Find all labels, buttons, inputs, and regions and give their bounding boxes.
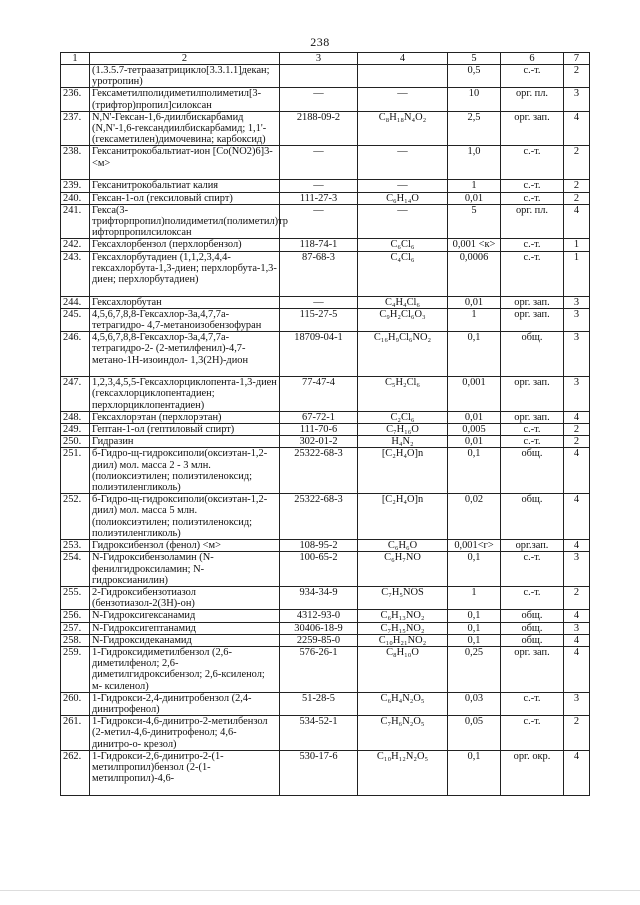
- chemical-formula: —: [358, 88, 448, 111]
- standard-value: 0,1: [448, 448, 501, 494]
- limiting-indicator: орг. зап.: [501, 296, 564, 308]
- substance-name: N-Гидроксигептанамид: [90, 622, 280, 634]
- table-row: [61, 436, 590, 448]
- limiting-indicator: с.-т.: [501, 180, 564, 192]
- table-row: [61, 88, 590, 111]
- table-row: [61, 646, 590, 692]
- table-row: [61, 622, 590, 634]
- table-row: [61, 111, 590, 146]
- header-cell: 2: [90, 53, 280, 65]
- standard-value: 0,01: [448, 192, 501, 204]
- limiting-indicator: орг. зап.: [501, 111, 564, 146]
- chemical-formula: C₉H₂Cl₆O₃: [358, 308, 448, 331]
- cas-number: 934-34-9: [280, 586, 358, 609]
- cas-number: 2188-09-2: [280, 111, 358, 146]
- header-cell: 3: [280, 53, 358, 65]
- standard-value: 0,001: [448, 377, 501, 412]
- limiting-indicator: с.-т.: [501, 552, 564, 587]
- cas-number: —: [280, 146, 358, 180]
- row-number: [61, 65, 90, 88]
- row-number: 238.: [61, 146, 90, 180]
- cas-number: —: [280, 296, 358, 308]
- limiting-indicator: орг.зап.: [501, 540, 564, 552]
- hazard-class: 4: [564, 646, 590, 692]
- cas-number: 118-74-1: [280, 239, 358, 251]
- chemical-formula: C₇H₆N₂O₅: [358, 716, 448, 751]
- standard-value: 0,03: [448, 692, 501, 715]
- substance-name: 4,5,6,7,8,8-Гексахлор-3а,4,7,7а-тетрагидро- 4,7-метаноизобензофуран: [90, 308, 280, 331]
- standard-value: 0,5: [448, 65, 501, 88]
- limiting-indicator: с.-т.: [501, 436, 564, 448]
- standard-value: 0,1: [448, 622, 501, 634]
- row-number: 244.: [61, 296, 90, 308]
- hazard-class: 2: [564, 192, 590, 204]
- row-number: 261.: [61, 716, 90, 751]
- hazard-class: 4: [564, 494, 590, 540]
- substance-name: N-Гидроксибензоламин (N-фенилгидроксиламин; N-гидроксианилин): [90, 552, 280, 587]
- substance-name: 1-Гидрокси-2,6-динитро-2-(1-метилпропил)бензол (2-(1-метилпропил)-4,6-: [90, 750, 280, 795]
- standard-value: 0,1: [448, 610, 501, 622]
- limiting-indicator: орг. пл.: [501, 88, 564, 111]
- substance-name: Гексахлорбензол (перхлорбензол): [90, 239, 280, 251]
- hazard-class: 3: [564, 308, 590, 331]
- chemical-formula: C₆H₆O: [358, 540, 448, 552]
- row-number: 239.: [61, 180, 90, 192]
- table-row: [61, 692, 590, 715]
- cas-number: 25322-68-3: [280, 494, 358, 540]
- cas-number: [280, 65, 358, 88]
- hazard-class: 4: [564, 540, 590, 552]
- table-row: [61, 494, 590, 540]
- row-number: 254.: [61, 552, 90, 587]
- substance-name: Гексахлорбутан: [90, 296, 280, 308]
- substance-name: Гексахлорбутадиен (1,1,2,3,4,4-гексахлорбута-1,3-диен; перхлорбута-1,3-диен; перхлорбутадиен): [90, 251, 280, 296]
- table-row: [61, 204, 590, 239]
- standard-value: 0,1: [448, 552, 501, 587]
- limiting-indicator: общ.: [501, 494, 564, 540]
- table-row: [61, 308, 590, 331]
- limiting-indicator: орг. зап.: [501, 308, 564, 331]
- row-number: 258.: [61, 634, 90, 646]
- header-cell: 5: [448, 53, 501, 65]
- table-row: [61, 146, 590, 180]
- substance-name: б-Гидро-щ-гидроксиполи(оксиэтан-1,2-диил) мол. масса 2 - 3 млн. (полиоксиэтилен; полиэтиленоксид; полиэтиленгликоль): [90, 448, 280, 494]
- cas-number: 87-68-3: [280, 251, 358, 296]
- chemical-formula: [C₂H₄O]n: [358, 494, 448, 540]
- hazard-class: 3: [564, 377, 590, 412]
- header-cell: 1: [61, 53, 90, 65]
- chemical-formula: [358, 65, 448, 88]
- hazard-class: 2: [564, 586, 590, 609]
- chemical-formula: C₇H₁₆O: [358, 424, 448, 436]
- row-number: 259.: [61, 646, 90, 692]
- limiting-indicator: с.-т.: [501, 692, 564, 715]
- cas-number: 108-95-2: [280, 540, 358, 552]
- row-number: 249.: [61, 424, 90, 436]
- hazard-class: 4: [564, 448, 590, 494]
- hazard-class: 4: [564, 204, 590, 239]
- row-number: 241.: [61, 204, 90, 239]
- cas-number: —: [280, 88, 358, 111]
- table-row: [61, 540, 590, 552]
- substance-name: 1,2,3,4,5,5-Гексахлорциклопента-1,3-диен (гексахлорциклопентадиен; перхлорциклопентадиен): [90, 377, 280, 412]
- table-row: [61, 192, 590, 204]
- page-number: 238: [310, 35, 330, 49]
- hazard-class: 3: [564, 88, 590, 111]
- substance-name: 2-Гидроксибензотиазол (бензотиазол-2(3Н)-он): [90, 586, 280, 609]
- cas-number: —: [280, 180, 358, 192]
- chemical-formula: H₄N₂: [358, 436, 448, 448]
- header-cell: 4: [358, 53, 448, 65]
- standard-value: 1,0: [448, 146, 501, 180]
- cas-number: 534-52-1: [280, 716, 358, 751]
- cas-number: 18709-04-1: [280, 332, 358, 377]
- substance-name: N-Гидроксигексанамид: [90, 610, 280, 622]
- hazard-class: 2: [564, 146, 590, 180]
- hazard-class: 4: [564, 750, 590, 795]
- table-row: [61, 586, 590, 609]
- table-row: [61, 239, 590, 251]
- standard-value: 5: [448, 204, 501, 239]
- hazard-class: 3: [564, 692, 590, 715]
- cas-number: 530-17-6: [280, 750, 358, 795]
- table-row: [61, 251, 590, 296]
- row-number: 256.: [61, 610, 90, 622]
- cas-number: 111-27-3: [280, 192, 358, 204]
- substance-name: 4,5,6,7,8,8-Гексахлор-3а,4,7,7а-тетрагидро-2- (2-метилфенил)-4,7-метано-1Н-изоиндол- 1,3(2Н)-дион: [90, 332, 280, 377]
- chemical-formula: C₄H₄Cl₆: [358, 296, 448, 308]
- substance-name: 1-Гидрокси-4,6-динитро-2-метилбензол (2-метил-4,6-динитрофенол; 4,6-динитро-о- крезол): [90, 716, 280, 751]
- standard-value: 0,005: [448, 424, 501, 436]
- standard-value: 0,25: [448, 646, 501, 692]
- chemical-formula: C₅H₂Cl₆: [358, 377, 448, 412]
- limiting-indicator: орг. пл.: [501, 204, 564, 239]
- chemical-formula: C₆H₁₄O: [358, 192, 448, 204]
- substance-name: Гексаметилполидиметилполиметил[3-(трифтор)пропил]силоксан: [90, 88, 280, 111]
- table-row: [61, 377, 590, 412]
- limiting-indicator: орг. зап.: [501, 377, 564, 412]
- substance-name: N,N'-Гексан-1,6-диилбискарбамид (N,N'-1,6-гександиилбискарбамид; 1,1'-(гексаметилен)димочевина; карбоксид): [90, 111, 280, 146]
- chemical-formula: C₆H₇NO: [358, 552, 448, 587]
- chemical-formula: C₇H₁₅NO₂: [358, 622, 448, 634]
- row-number: 247.: [61, 377, 90, 412]
- standard-value: 0,01: [448, 436, 501, 448]
- substance-name: N-Гидроксидеканамид: [90, 634, 280, 646]
- limiting-indicator: общ.: [501, 332, 564, 377]
- page-bottom-edge: [0, 890, 640, 891]
- cas-number: 100-65-2: [280, 552, 358, 587]
- standard-value: 0,01: [448, 296, 501, 308]
- row-number: 236.: [61, 88, 90, 111]
- hazard-class: 4: [564, 610, 590, 622]
- cas-number: 25322-68-3: [280, 448, 358, 494]
- limiting-indicator: с.-т.: [501, 716, 564, 751]
- limiting-indicator: орг. окр.: [501, 750, 564, 795]
- substance-name: Гексанитрокобальтиат калия: [90, 180, 280, 192]
- header-cell: 6: [501, 53, 564, 65]
- hazard-class: 1: [564, 251, 590, 296]
- substance-name: Гексан-1-ол (гексиловый спирт): [90, 192, 280, 204]
- row-number: 243.: [61, 251, 90, 296]
- table-row: [61, 634, 590, 646]
- row-number: 262.: [61, 750, 90, 795]
- row-number: 246.: [61, 332, 90, 377]
- table-body: [61, 65, 590, 796]
- chemical-formula: C₈H₁₀O: [358, 646, 448, 692]
- limiting-indicator: с.-т.: [501, 65, 564, 88]
- hazard-class: 2: [564, 716, 590, 751]
- substance-name: Гептан-1-ол (гептиловый спирт): [90, 424, 280, 436]
- limiting-indicator: общ.: [501, 610, 564, 622]
- chemical-formula: —: [358, 180, 448, 192]
- cas-number: 4312-93-0: [280, 610, 358, 622]
- table-row: [61, 65, 590, 88]
- table-row: [61, 448, 590, 494]
- chemical-formula: C₆H₄N₂O₅: [358, 692, 448, 715]
- standard-value: 1: [448, 586, 501, 609]
- hazard-class: 3: [564, 622, 590, 634]
- standard-value: 2,5: [448, 111, 501, 146]
- chemical-formula: [C₂H₄O]n: [358, 448, 448, 494]
- hazard-class: 3: [564, 552, 590, 587]
- standard-value: 0,1: [448, 750, 501, 795]
- substance-name: б-Гидро-щ-гидроксиполи(оксиэтан-1,2-диил) мол. масса 5 млн. (полиоксиэтилен; полиэтиленоксид; полиэтиленгликоль): [90, 494, 280, 540]
- standard-value: 0,02: [448, 494, 501, 540]
- limiting-indicator: орг. зап.: [501, 411, 564, 423]
- hazard-class: 1: [564, 239, 590, 251]
- substance-name: 1-Гидроксидиметилбензол (2,6-диметилфенол; 2,6-диметилгидроксибензол; 2,6-ксиленол; м- ксиленол): [90, 646, 280, 692]
- row-number: 252.: [61, 494, 90, 540]
- table-row: [61, 296, 590, 308]
- chemical-formula: C₆H₁₃NO₂: [358, 610, 448, 622]
- chemical-formula: —: [358, 204, 448, 239]
- row-number: 251.: [61, 448, 90, 494]
- row-number: 253.: [61, 540, 90, 552]
- chemical-formula: C₁₀H₁₂N₂O₅: [358, 750, 448, 795]
- limiting-indicator: общ.: [501, 634, 564, 646]
- cas-number: 111-70-6: [280, 424, 358, 436]
- standard-value: 0,1: [448, 332, 501, 377]
- limiting-indicator: с.-т.: [501, 239, 564, 251]
- table-row: [61, 424, 590, 436]
- standard-value: 10: [448, 88, 501, 111]
- row-number: 248.: [61, 411, 90, 423]
- table-row: [61, 180, 590, 192]
- substance-name: (1.3.5.7-тетраазатрицикло[3.3.1.1]декан; уротропин): [90, 65, 280, 88]
- standard-value: 1: [448, 308, 501, 331]
- hazard-class: 3: [564, 296, 590, 308]
- table-row: [61, 610, 590, 622]
- chemical-formula: C₁₀H₂₁NO₂: [358, 634, 448, 646]
- substance-name: Гексанитрокобальтиат-ион [Co(NO2)6]3- <м>: [90, 146, 280, 180]
- limiting-indicator: с.-т.: [501, 146, 564, 180]
- standard-value: 0,01: [448, 411, 501, 423]
- chemical-formula: C₆Cl₆: [358, 239, 448, 251]
- chemical-formula: C₂Cl₆: [358, 411, 448, 423]
- row-number: 240.: [61, 192, 90, 204]
- standard-value: 0,001<г>: [448, 540, 501, 552]
- cas-number: 77-47-4: [280, 377, 358, 412]
- substance-name: Гидразин: [90, 436, 280, 448]
- cas-number: 51-28-5: [280, 692, 358, 715]
- chemical-formula: —: [358, 146, 448, 180]
- table-row: [61, 552, 590, 587]
- standard-value: 0,001 <к>: [448, 239, 501, 251]
- substance-name: Гидроксибензол (фенол) <м>: [90, 540, 280, 552]
- row-number: 242.: [61, 239, 90, 251]
- cas-number: —: [280, 204, 358, 239]
- hazard-class: 2: [564, 65, 590, 88]
- limiting-indicator: с.-т.: [501, 251, 564, 296]
- row-number: 255.: [61, 586, 90, 609]
- standard-value: 0,05: [448, 716, 501, 751]
- row-number: 237.: [61, 111, 90, 146]
- hazard-class: 4: [564, 411, 590, 423]
- substance-name: Гекса(3-трифторпропил)полидиметил(полиметил)тр ифторпропилсилоксан: [90, 204, 280, 239]
- hazard-class: 2: [564, 436, 590, 448]
- limiting-indicator: с.-т.: [501, 586, 564, 609]
- row-number: 250.: [61, 436, 90, 448]
- cas-number: 30406-18-9: [280, 622, 358, 634]
- header-row: [61, 53, 590, 65]
- row-number: 260.: [61, 692, 90, 715]
- limiting-indicator: орг. зап.: [501, 646, 564, 692]
- chemical-formula: C₄Cl₆: [358, 251, 448, 296]
- hazard-class: 2: [564, 180, 590, 192]
- standard-value: 0,1: [448, 634, 501, 646]
- hazard-class: 4: [564, 634, 590, 646]
- chemical-formula: C₈H₁₈N₄O₂: [358, 111, 448, 146]
- cas-number: 302-01-2: [280, 436, 358, 448]
- row-number: 245.: [61, 308, 90, 331]
- table-row: [61, 411, 590, 423]
- table-row: [61, 332, 590, 377]
- row-number: 257.: [61, 622, 90, 634]
- hygiene-standards-table: [60, 52, 590, 796]
- header-cell: 7: [564, 53, 590, 65]
- table-row: [61, 716, 590, 751]
- cas-number: 67-72-1: [280, 411, 358, 423]
- chemical-formula: C₇H₅NOS: [358, 586, 448, 609]
- limiting-indicator: с.-т.: [501, 424, 564, 436]
- limiting-indicator: с.-т.: [501, 192, 564, 204]
- hazard-class: 3: [564, 332, 590, 377]
- limiting-indicator: общ.: [501, 448, 564, 494]
- standard-value: 1: [448, 180, 501, 192]
- cas-number: 115-27-5: [280, 308, 358, 331]
- table-row: [61, 750, 590, 795]
- chemical-formula: C₁₆H₉Cl₆NO₂: [358, 332, 448, 377]
- hazard-class: 4: [564, 111, 590, 146]
- standard-value: 0,0006: [448, 251, 501, 296]
- cas-number: 2259-85-0: [280, 634, 358, 646]
- cas-number: 576-26-1: [280, 646, 358, 692]
- substance-name: Гексахлорэтан (перхлорэтан): [90, 411, 280, 423]
- hazard-class: 2: [564, 424, 590, 436]
- limiting-indicator: общ.: [501, 622, 564, 634]
- substance-name: 1-Гидрокси-2,4-динитробензол (2,4-динитрофенол): [90, 692, 280, 715]
